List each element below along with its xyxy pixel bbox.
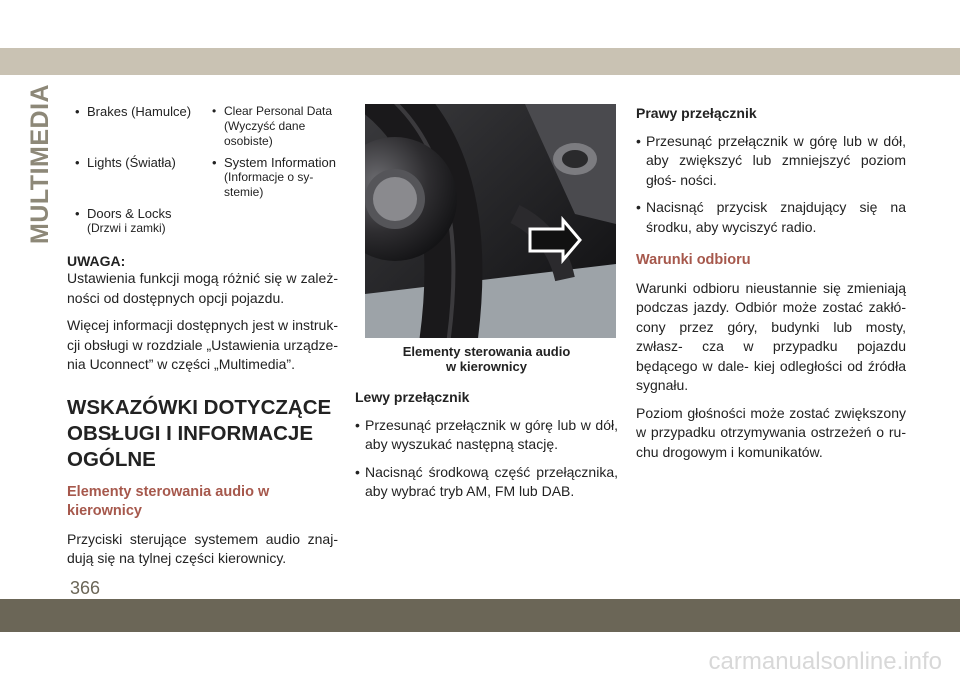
steering-wheel-illustration <box>365 104 616 338</box>
list-item: • Nacisnąć środkową część przełącznika, aby wybrać tryb AM, FM lub DAB. <box>355 463 618 502</box>
section-tab-label: MULTIMEDIA <box>26 83 54 244</box>
steering-wheel-image <box>365 104 616 338</box>
list-item: • Doors & Locks (Drzwi i zamki) <box>67 206 204 236</box>
section-title: WSKAZÓWKI DOTYCZĄCE OBSŁUGI I INFORMACJE OGÓLNE <box>67 395 332 471</box>
bottom-band <box>0 599 960 632</box>
list-item: • Przesunąć przełącznik w górę lub w dół, aby wyszukać następną stację. <box>355 416 618 455</box>
column-middle <box>355 104 618 502</box>
steering-text: Przyciski sterujące systemem audio znaj- dują się na tylnej części kierownicy. <box>67 530 338 566</box>
settings-list <box>67 104 338 236</box>
page-number: 366 <box>70 578 101 598</box>
reception-title: Warunki odbioru <box>636 252 751 268</box>
list-item: • Brakes (Hamulce) <box>67 104 204 149</box>
list-item: • Przesunąć przełącznik w górę lub w dół, aby zwiększyć lub zmniejszyć poziom głoś- ności. <box>636 132 906 191</box>
list-item: • Lights (Światła) <box>67 155 204 200</box>
list-item: • System Information (Informacje o sy- stemie) <box>204 155 338 200</box>
reception-text: Warunki odbioru nieustannie się zmieniają podczas jazdy. Odbiór może zostać zakłó- cony przez góry, budynki lub mosty, zwłasz- cza w przypadku pojazdu będącego w dale- kiej odległości od źródła sygnału. <box>636 279 906 393</box>
reception-text-2: Poziom głośności może zostać zwiększony w przypadku otrzymywania ostrzeżeń o ru- chu drogowym i komunikatów. <box>636 404 906 460</box>
right-switch-title: Prawy przełącznik <box>636 105 757 121</box>
note-heading: UWAGA: <box>67 253 126 269</box>
more-info-text: Więcej informacji dostępnych jest w instruk- cji obsługi w rozdziale „Ustawienia urządze- nia Uconnect” w części „Multimedia”. <box>67 317 338 372</box>
column-left <box>67 104 338 569</box>
list-item: • Nacisnąć przycisk znajdujący się na środku, aby wyciszyć radio. <box>636 198 906 237</box>
watermark: carmanualsonline.info <box>708 648 942 675</box>
left-switch-title: Lewy przełącznik <box>355 389 470 405</box>
note-text: Ustawienia funkcji mogą różnić się w zależ- ności od dostępnych opcji pojazdu. <box>67 270 338 306</box>
figure-caption: Elementy sterowania audio w kierownicy <box>402 344 571 374</box>
top-band <box>0 48 960 75</box>
list-item: • Clear Personal Data (Wyczyść dane osobiste) <box>204 104 338 149</box>
subsection-title: Elementy sterowania audio w kierownicy <box>67 483 270 519</box>
column-right <box>636 104 906 462</box>
